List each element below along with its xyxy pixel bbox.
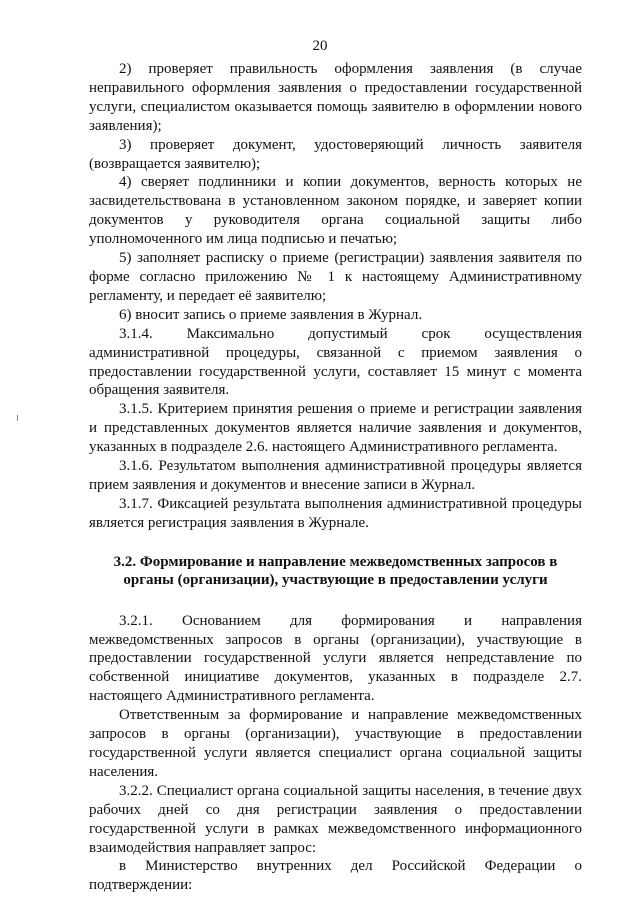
paragraph-item-2: 2) проверяет правильность оформления заявления (в случае неправильного оформления заявления о предоставлении государственной услуги, специалистом оказывается помощь заявителю в оформлении нового заявления); bbox=[89, 61, 582, 134]
paragraph-item-6: 6) вносит запись о приеме заявления в Журнал. bbox=[119, 306, 423, 323]
margin-mark bbox=[17, 415, 18, 421]
document-body bbox=[89, 60, 582, 895]
paragraph-3-1-5: 3.1.5. Критерием принятия решения о приеме и регистрации заявления и представленных документов является наличие заявления и документов, указанных в подразделе 2.6. настоящего Административного регламента. bbox=[89, 401, 582, 456]
paragraph-item-5: 5) заполняет расписку о приеме (регистрации) заявления заявителя по форме согласно приложению № 1 к настоящему Административному регламенту, и передает её заявителю; bbox=[89, 250, 582, 304]
paragraph-ministry: в Министерство внутренних дел Российской Федерации о подтверждении: bbox=[89, 858, 582, 894]
section-heading: 3.2. Формирование и направление межведомственных запросов в органы (организации), участвующие в предоставлении услуги bbox=[113, 553, 558, 589]
paragraph-responsible: Ответственным за формирование и направление межведомственных запросов в органы (организации), участвующие в предоставлении государственной услуги является специалист органа социальной защиты населения. bbox=[89, 707, 582, 780]
paragraph-item-3: 3) проверяет документ, удостоверяющий личность заявителя (возвращается заявителю); bbox=[89, 136, 582, 172]
paragraph-3-1-4: 3.1.4. Максимально допустимый срок осуществления административной процедуры, связанной с приемом заявления о предоставлении государственной услуги, составляет 15 минут с момента обращения заявителя. bbox=[89, 325, 582, 399]
paragraph-item-4: 4) сверяет подлинники и копии документов, верность которых не засвидетельствована в установленном законом порядке, и заверяет копии документов у руководителя органа социальной защиты либо уполномоченного им лица подписью и печатью; bbox=[89, 174, 582, 248]
paragraph-3-2-1: 3.2.1. Основанием для формирования и направления межведомственных запросов в органы (организации), участвующие в предоставлении государственной услуги является непредставление по собственной инициативе документов, указанных в подразделе 2.7. настоящего Административного регламента. bbox=[89, 612, 582, 705]
paragraph-3-1-6: 3.1.6. Результатом выполнения административной процедуры является прием заявления и документов и внесение записи в Журнал. bbox=[89, 458, 582, 493]
paragraph-3-2-2: 3.2.2. Специалист органа социальной защиты населения, в течение двух рабочих дней со дня регистрации заявления о предоставлении государственной услуги в рамках межведомственного информационного взаимодействия направляет запрос: bbox=[89, 782, 582, 856]
paragraph-3-1-7: 3.1.7. Фиксацией результата выполнения административной процедуры является регистрация заявления в Журнале. bbox=[89, 495, 582, 531]
page-number: 20 bbox=[312, 38, 328, 54]
